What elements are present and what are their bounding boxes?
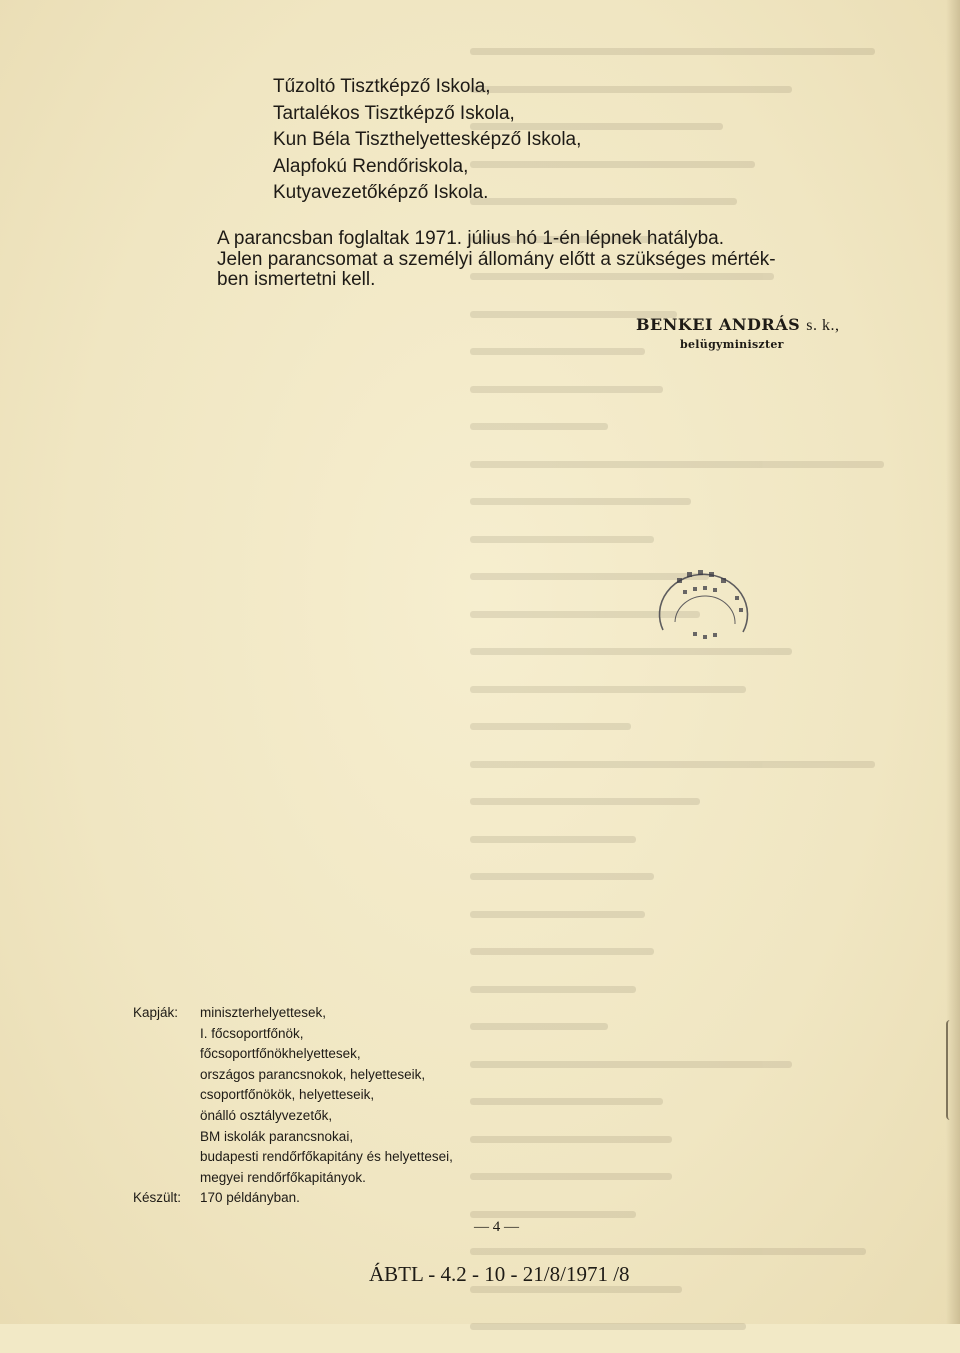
- recipient: csoportfőnökök, helyetteseik,: [200, 1087, 375, 1103]
- distribution-row: [133, 1024, 453, 1045]
- paragraph-line: Jelen parancsomat a személyi állomány előtt a szükséges mérték-: [217, 248, 776, 270]
- archive-stamp: [643, 560, 761, 660]
- distribution-row: [133, 1085, 453, 1106]
- stamp-mark: [713, 633, 717, 637]
- recipient: BM iskolák parancsnokai,: [200, 1128, 354, 1144]
- copies-label: Készült:: [133, 1190, 182, 1206]
- distribution-list: [133, 1003, 453, 1209]
- distribution-row: [133, 1127, 453, 1148]
- school-list: [273, 74, 581, 207]
- stamp-mark: [709, 572, 714, 577]
- distribution-row: [133, 1147, 453, 1168]
- stamp-mark: [683, 590, 687, 594]
- stamp-mark: [693, 632, 697, 636]
- school-item: Tűzoltó Tisztképző Iskola,: [273, 76, 491, 97]
- stamp-inner-arc: [675, 596, 735, 624]
- recipient: főcsoportfőnökhelyettesek,: [200, 1046, 361, 1062]
- recipient: önálló osztályvezetők,: [200, 1107, 333, 1123]
- stamp-mark: [713, 588, 717, 592]
- distribution-row: [133, 1065, 453, 1086]
- archive-reference: ÁBTL - 4.2 - 10 - 21/8/1971 /8: [369, 1262, 630, 1286]
- distribution-row: [133, 1044, 453, 1065]
- stamp-mark: [721, 578, 726, 583]
- distribution-row: [133, 1106, 453, 1127]
- school-item: Alapfokú Rendőriskola,: [273, 155, 469, 177]
- distribution-row: [133, 1168, 453, 1189]
- distribution-row: [133, 1003, 453, 1024]
- recipient: megyei rendőrfőkapitányok.: [200, 1169, 366, 1185]
- stamp-mark: [698, 570, 703, 575]
- signatory-name: [636, 315, 840, 335]
- paragraph-line: ben ismertetni kell.: [217, 269, 376, 290]
- stamp-mark: [687, 572, 692, 577]
- stamp-mark: [739, 608, 743, 612]
- distribution-label: Kapják:: [133, 1005, 179, 1020]
- binding-mark: [946, 1020, 954, 1120]
- signatory-suffix: s. k.,: [806, 317, 840, 334]
- paragraph-line: A parancsban foglaltak 1971. július hó 1-én lépnek hatályba.: [217, 228, 725, 249]
- copies-count: 170 példányban.: [200, 1190, 300, 1206]
- school-item: Tartalékos Tisztképző Iskola,: [273, 102, 515, 124]
- recipient: I. főcsoportfőnök,: [200, 1025, 304, 1041]
- stamp-outer-arc: [660, 574, 748, 632]
- signatory-name-text: BENKEI ANDRÁS: [636, 315, 801, 334]
- recipient: országos parancsnokok, helyetteseik,: [200, 1066, 426, 1082]
- recipient: budapesti rendőrfőkapitány és helyettesei,: [200, 1149, 453, 1165]
- school-item: Kun Béla Tiszthelyettesképző Iskola,: [273, 129, 582, 150]
- school-item: Kutyavezetőképző Iskola.: [273, 182, 489, 203]
- copies-row: [133, 1188, 453, 1209]
- stamp-mark: [693, 587, 697, 591]
- stamp-mark: [735, 596, 739, 600]
- page-edge-shadow: [946, 0, 960, 1324]
- stamp-mark: [703, 586, 707, 590]
- signatory-title: belügyminiszter: [680, 338, 784, 351]
- effective-date-paragraph: [217, 229, 797, 291]
- stamp-mark: [677, 578, 682, 583]
- page-number: — 4 —: [474, 1219, 519, 1235]
- recipient: miniszterhelyettesek,: [200, 1005, 327, 1020]
- stamp-mark: [703, 635, 707, 639]
